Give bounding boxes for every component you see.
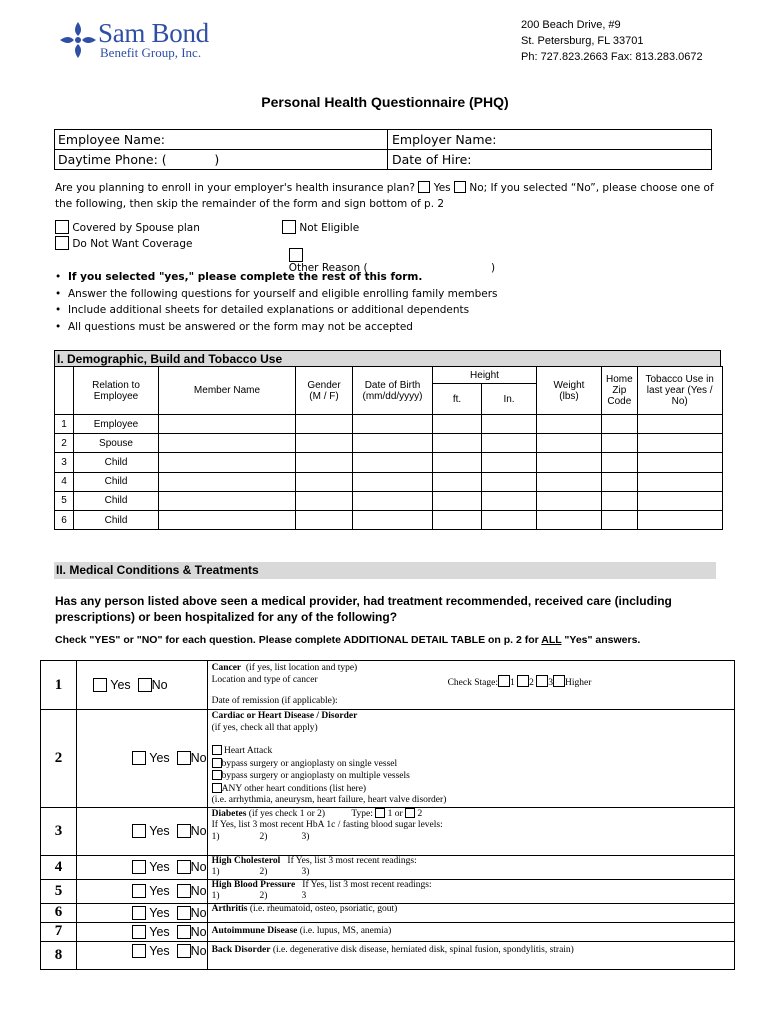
logo-subtitle: Benefit Group, Inc.	[100, 45, 202, 60]
enroll-question	[55, 180, 720, 212]
col-zip: Home Zip Code	[602, 367, 638, 415]
option-spouse	[55, 220, 200, 234]
cardiac-no-checkbox[interactable]	[177, 751, 191, 765]
logo-mark-icon	[58, 20, 98, 60]
bp-no-checkbox[interactable]	[177, 884, 191, 898]
cancer-stage: Check Stage: 1 2 3 Higher	[448, 675, 592, 690]
stage-1-checkbox[interactable]	[498, 675, 510, 687]
diabetes-no-checkbox[interactable]	[177, 824, 191, 838]
logo-name: Sam Bond	[98, 18, 209, 48]
instructions-list	[55, 269, 498, 335]
not-want-label: Do Not Want Coverage	[72, 238, 193, 250]
col-height-ft: ft.	[433, 384, 482, 415]
employee-name-field[interactable]: Employee Name:	[58, 132, 165, 147]
table-row: 3 Child	[55, 453, 723, 472]
other-reason-checkbox[interactable]	[289, 248, 303, 262]
condition-row-back: 8 Yes No Back Disorder (i.e. degenerative disk disease, herniated disk, spinal fusion, spondylitis, strain)	[41, 941, 735, 969]
address-line-2: St. Petersburg, FL 33701	[521, 35, 644, 47]
spouse-plan-label: Covered by Spouse plan	[72, 222, 200, 234]
section-2-question: Has any person listed above seen a medical provider, had treatment recommended, received care (including prescriptions) or been hospitalized for any of the following?	[55, 594, 672, 624]
back-yes-checkbox[interactable]	[132, 944, 146, 958]
not-want-checkbox[interactable]	[55, 236, 69, 250]
enroll-question-text: Are you planning to enroll in your employer's health insurance plan?	[55, 182, 416, 194]
arthritis-yes-checkbox[interactable]	[132, 906, 146, 920]
cholesterol-yes-checkbox[interactable]	[132, 860, 146, 874]
col-member-name: Member Name	[159, 367, 296, 415]
col-height: Height	[433, 367, 537, 384]
instruction-item: • Answer the following questions for yourself and eligible enrolling family members	[55, 286, 498, 303]
company-address	[521, 17, 703, 65]
bp-yes-checkbox[interactable]	[132, 884, 146, 898]
daytime-phone-field[interactable]: Daytime Phone: ( )	[58, 152, 220, 167]
bypass-single-checkbox[interactable]	[212, 758, 222, 768]
table-row: 4 Child	[55, 472, 723, 491]
cholesterol-no-checkbox[interactable]	[177, 860, 191, 874]
section-1-heading: I. Demographic, Build and Tobacco Use	[54, 350, 721, 367]
enroll-instruction: the following, then skip the remainder of the form and sign bottom of p. 2	[55, 198, 445, 210]
col-height-in: In.	[482, 384, 537, 415]
stage-higher-checkbox[interactable]	[553, 675, 565, 687]
table-row: 6 Child	[55, 510, 723, 529]
col-tobacco: Tobacco Use in last year (Yes / No)	[637, 367, 722, 415]
condition-row-diabetes: 3 Yes No Diabetes (if yes check 1 or 2) Type: 1 or 2 If Yes, list 3 most recent HbA 1c / fasting blood sugar levels: 1) 2) 3)	[41, 807, 735, 855]
condition-row-cancer: 1 Yes No Cancer (if yes, list location and type) Location and type of cancer Check Stage: 1 2 3 Higher Date of remission (if applicable):	[41, 661, 735, 710]
table-row: 5 Child	[55, 491, 723, 510]
autoimmune-no-checkbox[interactable]	[177, 925, 191, 939]
col-gender: Gender (M / F)	[296, 367, 353, 415]
col-relation: Relation to Employee	[74, 367, 159, 415]
condition-row-cardiac: 2 Yes No Cardiac or Heart Disease / Disorder (if yes, check all that apply) Heart Attack bypass surgery or angioplasty on single vessel bypass surgery or angioplasty on multiple vessels ANY other heart conditions (list here) (i.e. arrhythmia, aneurysm, heart failure, heart valve disorder)	[41, 710, 735, 808]
address-line-1: 200 Beach Drive, #9	[521, 19, 621, 31]
bypass-multiple-checkbox[interactable]	[212, 770, 222, 780]
stage-2-checkbox[interactable]	[517, 675, 529, 687]
stage-3-checkbox[interactable]	[536, 675, 548, 687]
col-dob: Date of Birth (mm/dd/yyyy)	[353, 367, 433, 415]
other-reason-label: Other Reason ( )	[288, 262, 496, 274]
instruction-item: • Include additional sheets for detailed explanations or additional dependents	[55, 302, 498, 319]
company-logo	[58, 20, 218, 60]
option-not-eligible	[282, 220, 359, 234]
enroll-yes-checkbox[interactable]	[418, 181, 430, 193]
heart-attack-checkbox[interactable]	[212, 745, 222, 755]
condition-row-autoimmune: 7 Yes No Autoimmune Disease (i.e. lupus, MS, anemia)	[41, 922, 735, 941]
diabetes-yes-checkbox[interactable]	[132, 824, 146, 838]
col-weight: Weight (lbs)	[537, 367, 602, 415]
not-eligible-checkbox[interactable]	[282, 220, 296, 234]
medical-conditions-table	[40, 660, 735, 970]
enroll-yes-label: Yes	[433, 182, 451, 194]
instruction-item: • All questions must be answered or the form may not be accepted	[55, 319, 498, 336]
form-title: Personal Health Questionnaire (PHQ)	[261, 94, 509, 110]
autoimmune-yes-checkbox[interactable]	[132, 925, 146, 939]
arthritis-no-checkbox[interactable]	[177, 906, 191, 920]
not-eligible-label: Not Eligible	[299, 222, 360, 234]
diabetes-type1-checkbox[interactable]	[375, 808, 385, 818]
table-row: 2 Spouse	[55, 434, 723, 453]
table-row: 1 Employee	[55, 415, 723, 434]
diabetes-type2-checkbox[interactable]	[405, 808, 415, 818]
employee-info-box	[54, 129, 712, 170]
section-2-instruction: Check "YES" or "NO" for each question. Please complete ADDITIONAL DETAIL TABLE on p. 2 for ALL "Yes" answers.	[55, 634, 641, 646]
date-of-hire-field[interactable]: Date of Hire:	[392, 152, 472, 167]
instruction-item: • If you selected "yes," please complete the rest of this form.	[55, 269, 498, 286]
condition-row-blood-pressure: 5 Yes No High Blood Pressure If Yes, list 3 most recent readings: 1) 2) 3	[41, 879, 735, 903]
address-phone-fax: Ph: 727.823.2663 Fax: 813.283.0672	[521, 51, 703, 63]
cardiac-yes-checkbox[interactable]	[132, 751, 146, 765]
demographic-table	[54, 366, 723, 530]
enroll-no-label: No; If you selected “No”, please choose one of	[469, 182, 714, 194]
spouse-plan-checkbox[interactable]	[55, 220, 69, 234]
other-heart-checkbox[interactable]	[212, 783, 222, 793]
cancer-no-checkbox[interactable]	[138, 678, 152, 692]
enroll-no-checkbox[interactable]	[454, 181, 466, 193]
cancer-yes-checkbox[interactable]	[93, 678, 107, 692]
option-not-want	[55, 236, 192, 250]
condition-row-cholesterol: 4 Yes No High Cholesterol If Yes, list 3 most recent readings: 1) 2) 3)	[41, 855, 735, 879]
condition-row-arthritis: 6 Yes No Arthritis (i.e. rheumatoid, osteo, psoriatic, gout)	[41, 903, 735, 922]
section-2-heading: II. Medical Conditions & Treatments	[54, 562, 716, 579]
back-no-checkbox[interactable]	[177, 944, 191, 958]
employer-name-field[interactable]: Employer Name:	[392, 132, 497, 147]
